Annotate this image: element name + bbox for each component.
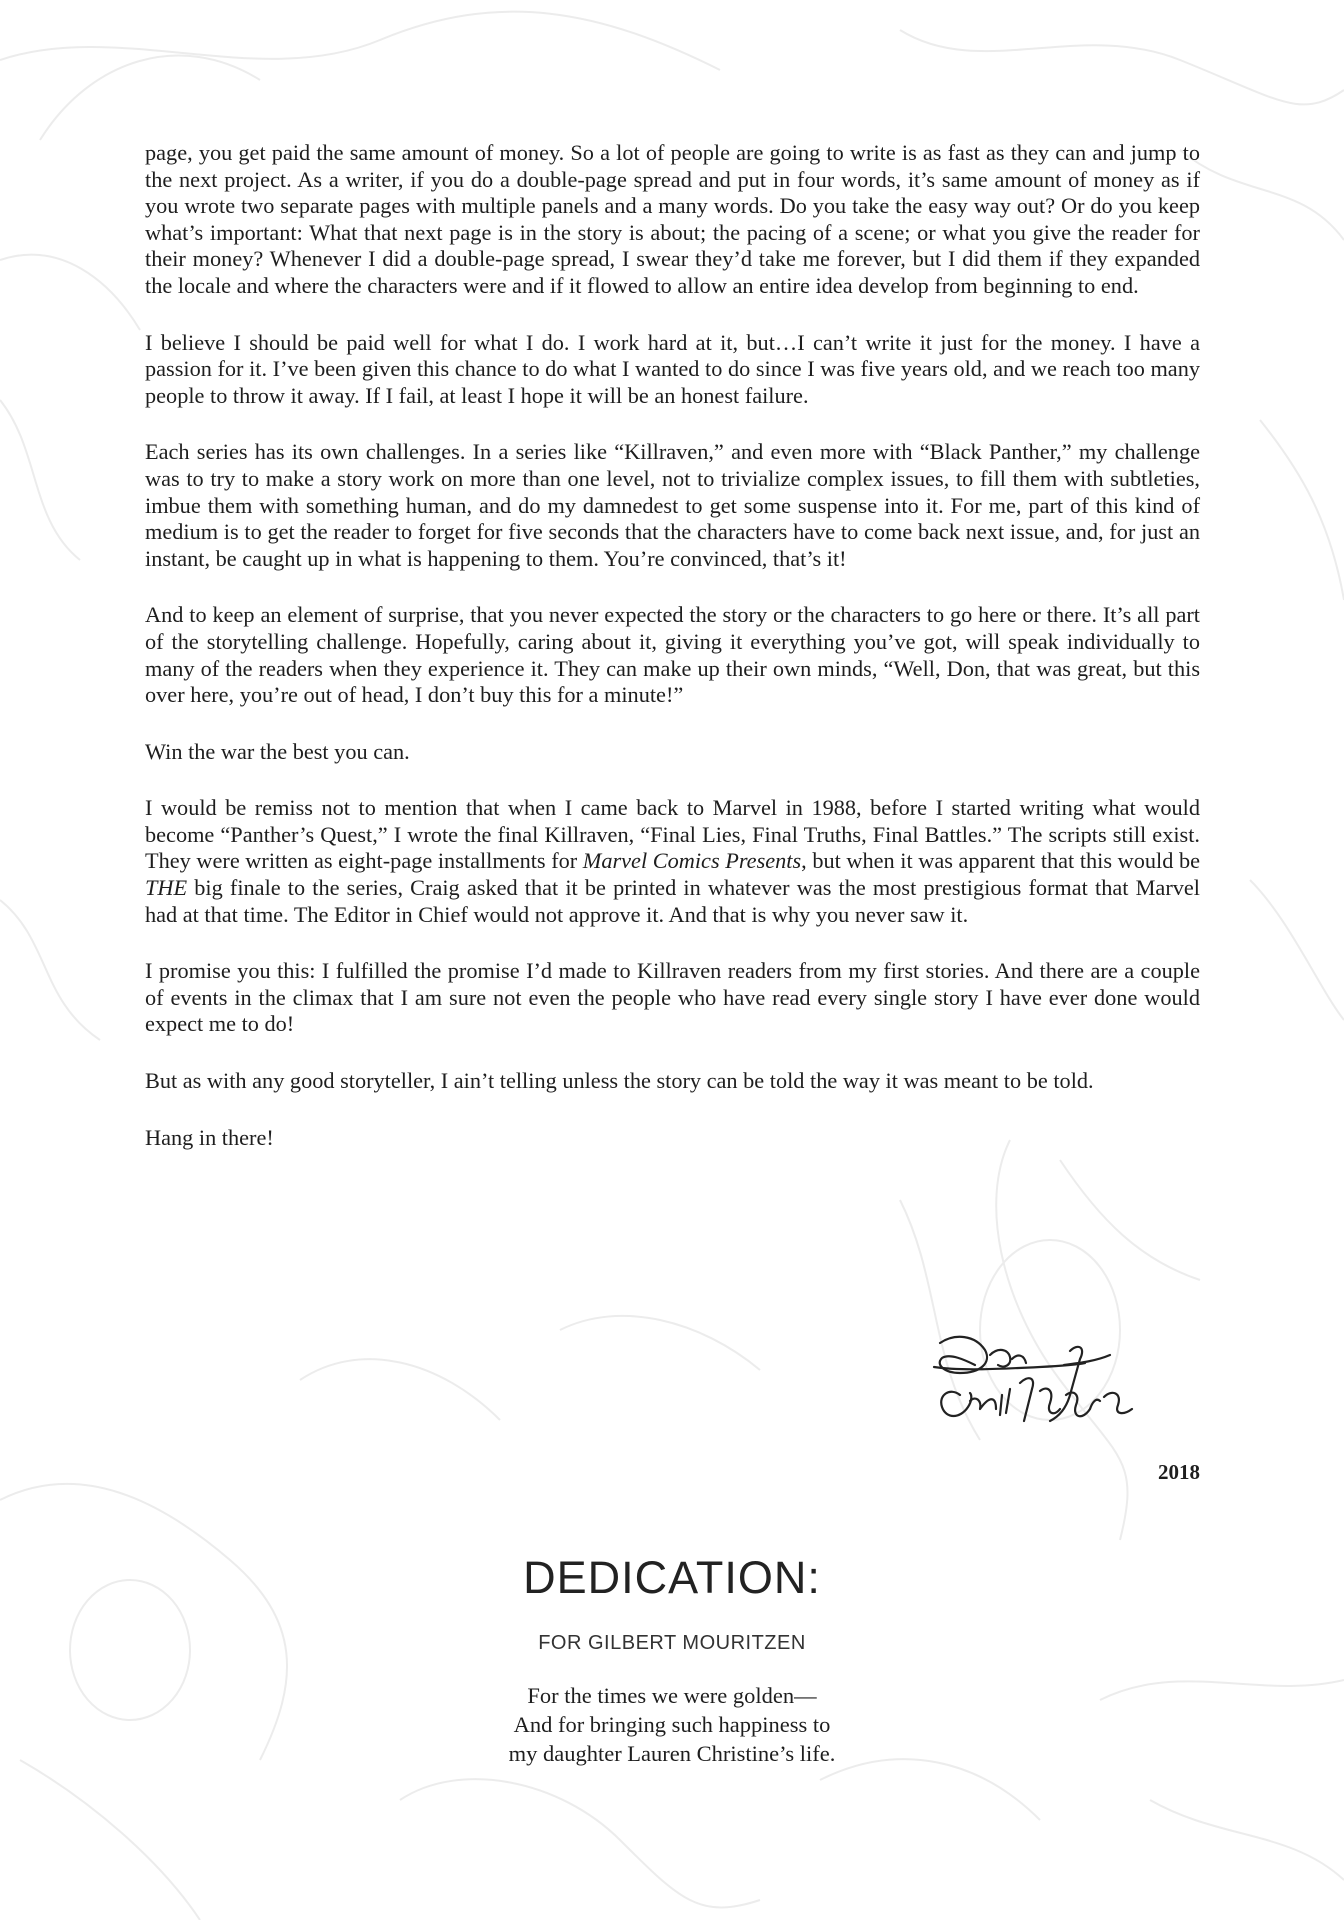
paragraph-text: Hang in there! xyxy=(145,1124,274,1150)
body-paragraph xyxy=(145,739,1200,766)
signature-year: 2018 xyxy=(1158,1460,1200,1484)
italic-title-text: THE xyxy=(145,875,188,901)
dedication-title: DEDICATION: xyxy=(523,1552,821,1603)
handwritten-signature xyxy=(920,1325,1150,1445)
body-paragraph xyxy=(145,958,1200,1038)
dedication-poem xyxy=(0,1681,1344,1768)
dedication-poem-line: For the times we were golden— xyxy=(527,1683,817,1708)
paragraph-text: I would be remiss not to mention that when I came back to Marvel in 1988, before I started writing what would become “Panther’s Quest,” I wrote the final Killraven, “Final Lies, Final Truths, Final Battles.” The scripts still exist. They were written as eight-page installments for xyxy=(145,795,1200,874)
body-paragraph xyxy=(145,330,1200,410)
article-body xyxy=(145,140,1200,1151)
paragraph-text: Win the war the best you can. xyxy=(145,738,410,764)
body-paragraph xyxy=(145,140,1200,300)
italic-title-text: Marvel Comics Presents xyxy=(582,848,802,874)
dedication-recipient: FOR GILBERT MOURITZEN xyxy=(538,1632,806,1654)
body-paragraph xyxy=(145,602,1200,708)
body-paragraph xyxy=(145,1068,1200,1095)
dedication-section xyxy=(0,1550,1344,1768)
paragraph-text: Each series has its own challenges. In a series like “Killraven,” and even more with “Black Panther,” my challenge was to try to make a story work on more than one level, not to trivialize complex issues, to fill them with subtleties, imbue them with something human, and do my damnedest to get some suspense into it. For me, part of this kind of medium is to get the reader to forget for five seconds that the characters have to come back next issue, and, for just an instant, be caught up in what is happening to them. You’re convinced, that’s it! xyxy=(145,439,1200,571)
paragraph-text: I promise you this: I fulfilled the promise I’d made to Killraven readers from my first stories. And there are a couple of events in the climax that I am sure not even the people who have read every single story I have ever done would expect me to do! xyxy=(145,958,1200,1037)
paragraph-text: , but when it was apparent that this would be xyxy=(801,848,1200,874)
paragraph-text: big finale to the series, Craig asked that it be printed in whatever was the most prestigious format that Marvel had at that time. The Editor in Chief would not approve it. And that is why you never saw it. xyxy=(145,875,1200,927)
body-paragraph xyxy=(145,439,1200,572)
paragraph-text: But as with any good storyteller, I ain’t telling unless the story can be told the way it was meant to be told. xyxy=(145,1068,1094,1094)
paragraph-text: And to keep an element of surprise, that you never expected the story or the characters to go here or there. It’s all part of the storytelling challenge. Hopefully, caring about it, giving it everything you’ve got, will speak individually to many of the readers when they experience it. They can make up their own minds, “Well, Don, that was great, but this over here, you’re out of head, I don’t buy this for a minute!” xyxy=(145,602,1200,708)
dedication-poem-line: And for bringing such happiness to xyxy=(513,1712,831,1737)
paragraph-text: page, you get paid the same amount of money. So a lot of people are going to write is as fast as they can and jump to the next project. As a writer, if you do a double-page spread and put in four words, it’s same amount of money as if you wrote two separate pages with multiple panels and a many words. Do you take the easy way out? Or do you keep what’s important: What that next page is in the story is about; the pacing of a scene; or what you give the reader for their money? Whenever I did a double-page spread, I swear they’d take me forever, but I did them if they expanded the locale and where the characters were and if it flowed to allow an entire idea develop from beginning to end. xyxy=(145,140,1200,298)
body-paragraph xyxy=(145,1125,1200,1152)
body-paragraph xyxy=(145,795,1200,928)
dedication-poem-line: my daughter Lauren Christine’s life. xyxy=(508,1741,836,1766)
paragraph-text: I believe I should be paid well for what I do. I work hard at it, but…I can’t write it just for the money. I have a passion for it. I’ve been given this chance to do what I wanted to do since I was five years old, and we reach too many people to throw it away. If I fail, at least I hope it will be an honest failure. xyxy=(145,329,1200,408)
signature-block xyxy=(910,1325,1200,1485)
